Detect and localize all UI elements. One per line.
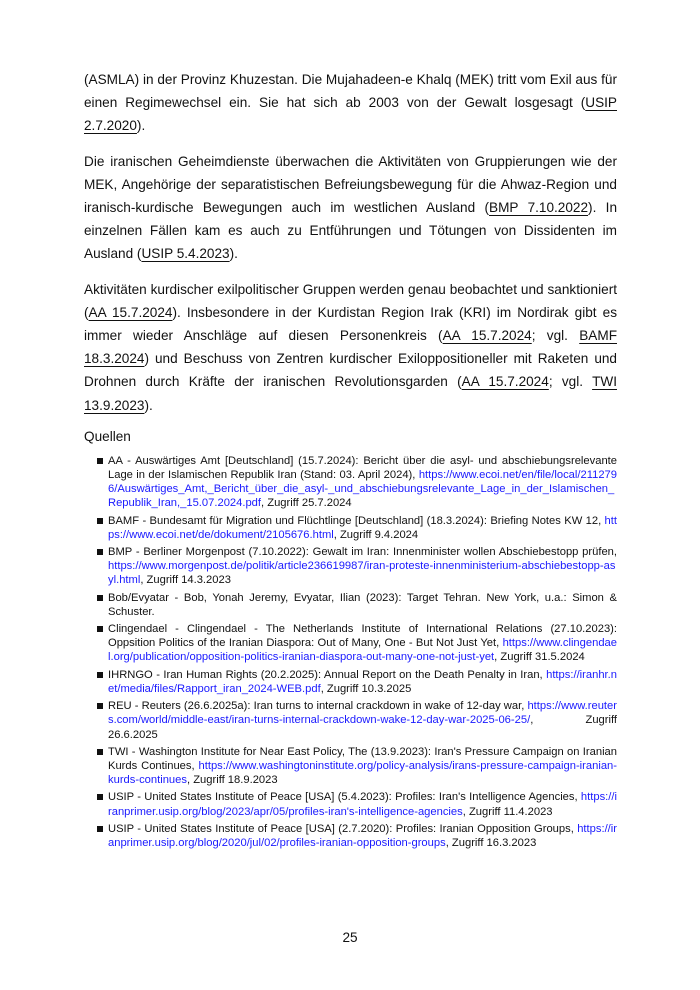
reference-item [108, 822, 617, 850]
reference-url-link[interactable]: https://www.ecoi.net/en/file/local/2112796/Auswärtiges_Amt,_Bericht_über_die_asyl-_und_abschiebungsrelevante_Lage_in_der_Islamischen_Republik_Iran,_15.07.2024.pdf [108, 469, 617, 510]
paragraph-text: Die iranischen Geheimdienste überwachen die Aktivitäten von Gruppierungen wie der MEK, Angehörige der separatistischen Befreiungsbewegung für die Ahwaz-Region und iranisch-kurdische Bewegungen auch im westlichen Ausland ( [84, 153, 617, 216]
paragraph [84, 150, 617, 266]
reference-text: REU - Reuters (26.6.2025a): Iran turns to internal crackdown in wake of 12-day war, [108, 700, 528, 713]
body-text [84, 68, 617, 417]
paragraph-text: ; vgl. [531, 328, 580, 344]
reference-item [108, 699, 617, 742]
square-bullet-icon [97, 826, 103, 832]
square-bullet-icon [97, 518, 103, 524]
square-bullet-icon [97, 749, 103, 755]
reference-item [108, 514, 617, 542]
reference-access-date: , Zugriff 10.3.2025 [320, 682, 412, 695]
reference-text: BMP - Berliner Morgenpost (7.10.2022): Gewalt im Iran: Innenminister wollen Abschiebestopp prüfen, [108, 546, 617, 559]
reference-url-link[interactable]: https://www.clingendael.org/publication/opposition-politics-iranian-diaspora-out-many-one-not-just-yet [108, 637, 617, 664]
reference-text: Bob/Evyatar - Bob, Yonah Jeremy, Evyatar, Ilian (2023): Target Tehran. New York, u.a.: Simon & Schuster. [108, 591, 617, 618]
reference-item [108, 790, 617, 818]
paragraph-text: (ASMLA) in der Provinz Khuzestan. Die Mujahadeen-e Khalq (MEK) tritt vom Exil aus für einen Regimewechsel ein. Sie hat sich ab 2003 von der Gewalt losgesagt ( [84, 72, 617, 111]
reference-url-link[interactable]: https://www.reuters.com/world/middle-east/iran-turns-internal-crackdown-wake-12-day-war-2025-06-25/ [108, 700, 617, 727]
reference-item [108, 454, 617, 511]
paragraph-text: ). In einzelnen Fällen kam es auch zu Entführungen und Tötungen von Dissidenten im Ausland ( [84, 200, 618, 262]
reference-access-date: , Zugriff 25.7.2024 [261, 497, 352, 510]
reference-url-link[interactable]: https://iranprimer.usip.org/blog/2020/jul/02/profiles-iranian-opposition-groups [108, 822, 617, 849]
reference-access-date: , Zugriff 31.5.2024 [494, 651, 585, 664]
paragraph-text: ). [229, 246, 238, 262]
reference-url-link[interactable]: https://www.washingtoninstitute.org/policy-analysis/irans-pressure-campaign-iranian-kurds-continues [108, 759, 617, 787]
citation-link[interactable]: AA 15.7.2024 [88, 304, 173, 320]
reference-item [108, 622, 617, 665]
reference-access-date: , Zugriff 16.3.2023 [445, 836, 537, 849]
square-bullet-icon [97, 458, 103, 464]
reference-text: IHRNGO - Iran Human Rights (20.2.2025): Annual Report on the Death Penalty in Iran, [108, 668, 547, 681]
citation-link[interactable]: AA 15.7.2024 [442, 328, 532, 344]
paragraph-text: ). [136, 118, 146, 134]
reference-url-link[interactable]: https://iranhr.net/media/files/Rapport_iran_2024-WEB.pdf [108, 668, 617, 695]
paragraph-text: ). Insbesondere in der Kurdistan Region Irak (KRI) im Nordirak gibt es immer wieder Anschläge auf diesen Personenkreis ( [84, 304, 617, 344]
reference-access-date: , Zugriff 14.3.2023 [140, 574, 231, 587]
reference-url-link[interactable]: https://www.ecoi.net/de/dokument/2105676.html [108, 514, 617, 541]
reference-url-link[interactable]: https://www.morgenpost.de/politik/article236619987/iran-proteste-innenministerium-abschiebestopp-asyl.html [108, 560, 616, 587]
reference-text: AA - Auswärtiges Amt [Deutschland] (15.7.2024): Bericht über die asyl- und abschiebungsrelevante Lage in der Islamischen Republik Iran (Stand: 03. April 2024), [108, 454, 617, 482]
citation-link[interactable]: BAMF 18.3.2024 [84, 328, 617, 367]
sources-heading: Quellen [84, 428, 131, 444]
paragraph-text: ). [144, 397, 153, 413]
citation-link[interactable]: USIP 5.4.2023 [141, 246, 230, 262]
square-bullet-icon [97, 672, 103, 678]
paragraph [84, 68, 617, 138]
square-bullet-icon [97, 549, 103, 555]
citation-link[interactable]: BMP 7.10.2022 [489, 200, 589, 216]
square-bullet-icon [97, 595, 103, 601]
reference-text: TWI - Washington Institute for Near East Policy, The (13.9.2023): Iran's Pressure Campaign on Iranian Kurds Continues, [108, 745, 617, 772]
reference-text: USIP - United States Institute of Peace [USA] (5.4.2023): Profiles: Iran's Intelligence Agencies, [108, 791, 581, 804]
reference-url-link[interactable]: https://iranprimer.usip.org/blog/2023/apr/05/profiles-iran's-intelligence-agencies [108, 791, 617, 818]
paragraph-text: Aktivitäten kurdischer exilpolitischer Gruppen werden genau beobachtet und sanktioniert ( [84, 281, 617, 320]
reference-access-date: , Zugriff 9.4.2024 [333, 528, 419, 541]
reference-access-date: , Zugriff 26.6.2025 [108, 714, 617, 741]
square-bullet-icon [97, 794, 103, 800]
citation-link[interactable]: TWI 13.9.2023 [84, 374, 617, 413]
citation-link[interactable]: AA 15.7.2024 [461, 374, 549, 390]
square-bullet-icon [97, 626, 103, 632]
citation-link[interactable]: USIP 2.7.2020 [84, 95, 617, 134]
reference-text: BAMF - Bundesamt für Migration und Flüchtlinge [Deutschland] (18.3.2024): Briefing Notes KW 12, [108, 514, 605, 527]
reference-item [108, 545, 617, 588]
reference-access-date: , Zugriff 11.4.2023 [462, 805, 553, 818]
square-bullet-icon [97, 703, 103, 709]
reference-item [108, 745, 617, 788]
page-number: 25 [342, 930, 358, 945]
reference-access-date: , Zugriff 18.9.2023 [186, 774, 278, 787]
reference-text: Clingendael - Clingendael - The Netherlands Institute of International Relations (27.10.2023): Oppsition Politics of the Iranian Diaspora: Out of Many, One - But Not Just Yet, [108, 623, 617, 650]
page-content [84, 68, 617, 853]
reference-item [108, 668, 617, 696]
reference-text: USIP - United States Institute of Peace [USA] (2.7.2020): Profiles: Iranian Opposition Groups, [108, 822, 578, 835]
paragraph-text: ; vgl. [548, 374, 593, 390]
paragraph-text: ) und Beschuss von Zentren kurdischer Exiloppositioneller mit Raketen und Drohnen durch Kräfte der iranischen Revolutionsgarden ( [84, 351, 617, 390]
reference-item [108, 591, 617, 619]
paragraph [84, 278, 617, 417]
reference-list [84, 454, 617, 850]
